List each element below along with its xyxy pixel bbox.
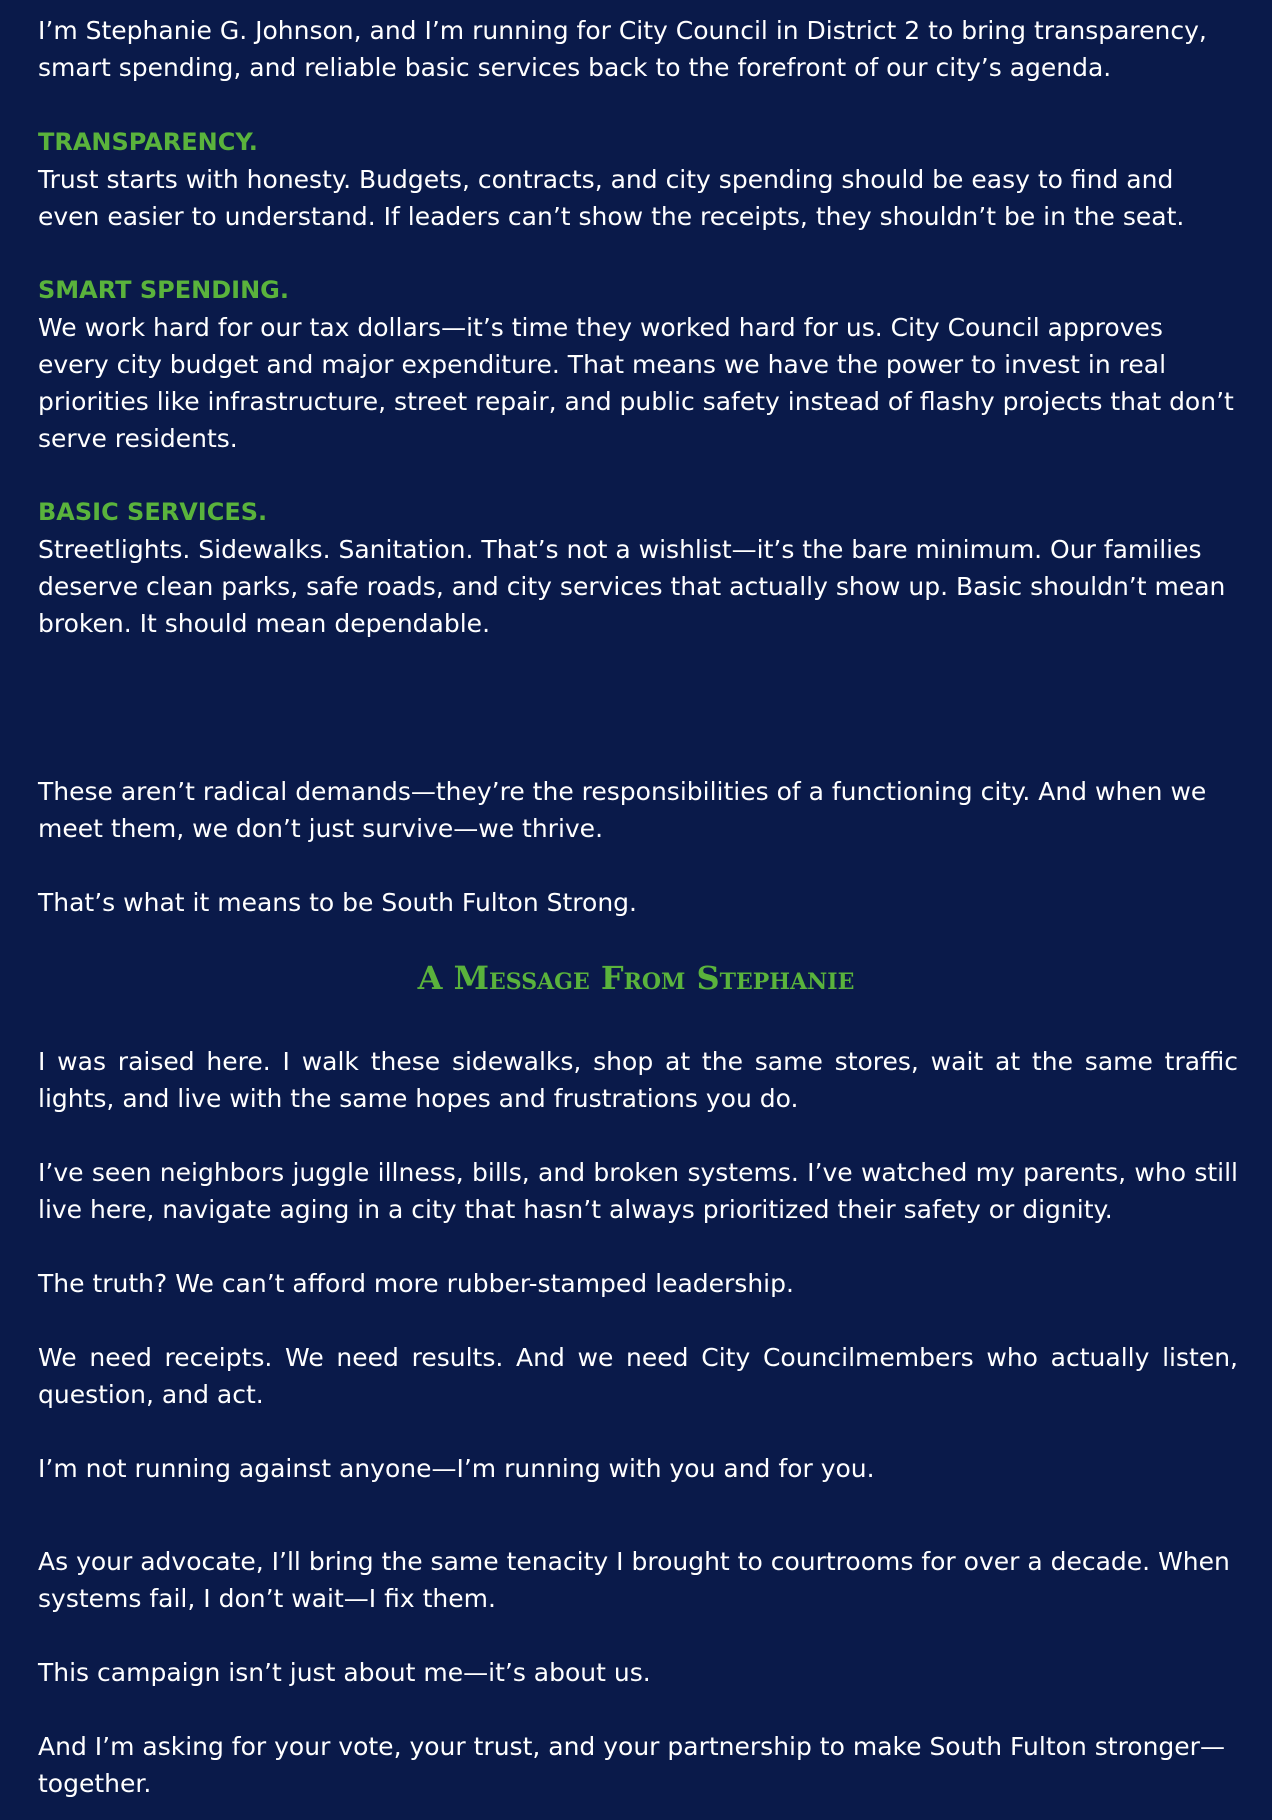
message-paragraph: As your advocate, I’ll bring the same tenacity I brought to courtrooms for over a decade. When systems fail, I don’t wait—I fix them. [38,1547,1230,1613]
closing-paragraph: These aren’t radical demands—they’re the responsibilities of a functioning city. And when we meet them, we don’t just survive—we thrive. [38,777,1207,843]
section-heading: TRANSPARENCY. [38,128,258,156]
section-basic-services [38,494,1238,642]
message-paragraph: I was raised here. I walk these sidewalks, shop at the same stores, wait at the same traffic lights, and live with the same hopes and frustrations you do. [38,1047,1238,1113]
section-heading: SMART SPENDING. [38,276,289,304]
section-heading: BASIC SERVICES. [38,498,268,526]
message-paragraph: This campaign isn’t just about me—it’s about us. [38,1658,651,1687]
message-paragraph: And I’m asking for your vote, your trust, and your partnership to make South Fulton stronger—together. [38,1732,1225,1798]
section-transparency [38,124,1238,235]
section-body: Trust starts with honesty. Budgets, contracts, and city spending should be easy to find and even easier to understand. If leaders can’t show the receipts, they shouldn’t be in the seat. [38,165,1185,231]
section-body: We work hard for our tax dollars—it’s time they worked hard for us. City Council approves every city budget and major expenditure. That means we have the power to invest in real priorities like infrastructure, street repair, and public safety instead of flashy projects that don’t serve residents. [38,313,1234,453]
section-smart-spending [38,272,1238,457]
section-body: Streetlights. Sidewalks. Sanitation. That’s not a wishlist—it’s the bare minimum. Our families deserve clean parks, safe roads, and city services that actually show up. Basic shouldn’t mean broken. It should mean dependable. [38,535,1226,638]
closing-tagline: That’s what it means to be South Fulton Strong. [38,888,637,917]
intro-paragraph: I’m Stephanie G. Johnson, and I’m running for City Council in District 2 to bring transparency, smart spending, and reliable basic services back to the forefront of our city’s agenda. [38,16,1207,82]
message-paragraph: I’ve seen neighbors juggle illness, bills, and broken systems. I’ve watched my parents, who still live here, navigate aging in a city that hasn’t always prioritized their safety or dignity. [38,1158,1238,1224]
message-paragraph: The truth? We can’t afford more rubber-stamped leadership. [38,1269,794,1298]
message-title: A Message From Stephanie [417,959,855,997]
message-paragraph: I’m not running against anyone—I’m running with you and for you. [38,1454,875,1483]
message-paragraph: We need receipts. We need results. And we need City Councilmembers who actually listen, question, and act. [38,1343,1238,1409]
